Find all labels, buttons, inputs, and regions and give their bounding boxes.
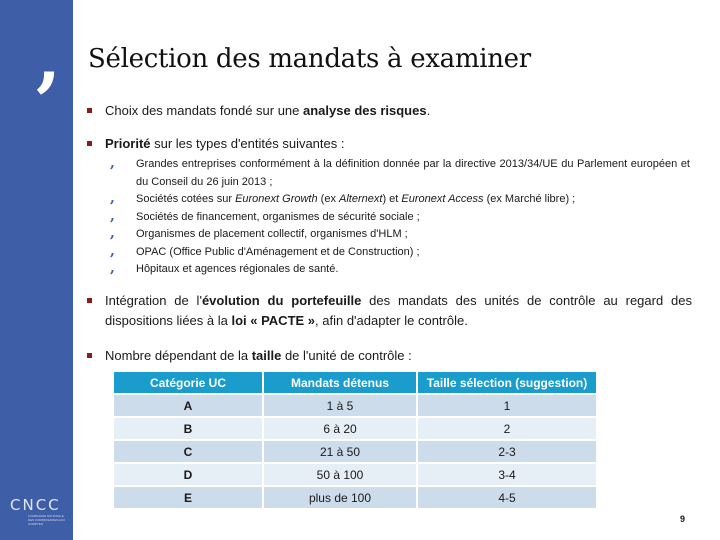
comma-bullet-icon: , — [110, 225, 115, 241]
entity-types-list — [110, 156, 690, 279]
list-item: , Sociétés de financement, organismes de sécurité sociale ; — [110, 207, 420, 224]
table-row: C 21 à 50 2-3 — [114, 441, 596, 464]
page-title: Sélection des mandats à examiner — [88, 44, 531, 74]
comma-bullet-icon: , — [110, 155, 115, 171]
table-row: A 1 à 5 1 — [114, 395, 596, 418]
bullet-priority: Priorité sur les types d'entités suivantes : — [87, 134, 692, 154]
table-row: D 50 à 100 3-4 — [114, 464, 596, 487]
list-item: , Hôpitaux et agences régionales de santé. — [110, 260, 339, 276]
comma-bullet-icon: , — [110, 260, 115, 276]
comma-bullet-icon: , — [110, 207, 115, 224]
list-item: , Grandes entreprises conformément à la définition donnée par la directive 2013/34/UE du Parlement européen et du Conseil du 26 juin 2013 ; — [110, 155, 690, 188]
table-row: E plus de 100 4-5 — [114, 487, 596, 510]
bullet-square-icon — [87, 353, 92, 358]
table-header-row — [114, 372, 596, 395]
list-item: , Sociétés cotées sur Euronext Growth (ex Alternext) et Euronext Access (ex Marché libre) ; — [110, 190, 576, 206]
page-number: 9 — [680, 514, 686, 524]
comma-bullet-icon: , — [110, 190, 115, 206]
bullet-square-icon — [87, 108, 92, 113]
list-item: , OPAC (Office Public d'Aménagement et de Construction) ; — [110, 242, 420, 259]
bullet-square-icon — [87, 298, 92, 303]
selection-size-table — [112, 372, 598, 510]
cncc-logo — [10, 496, 66, 526]
sidebar-band — [0, 0, 73, 540]
bullet-portfolio-evolution: Intégration de l'évolution du portefeuille des mandats des unités de contrôle au regard des dispositions liées à la loi « PACTE », afin d'adapter le contrôle. — [87, 291, 692, 331]
header-mandates: Mandats détenus — [264, 372, 416, 395]
logo-subtext: COMPAGNIE NATIONALE DES COMMISSAIRES AUX COMPTES — [28, 514, 66, 526]
logo-text: CNCC — [10, 496, 61, 514]
bullet-risk-analysis: Choix des mandats fondé sur une analyse des risques. — [87, 101, 692, 121]
bullet-size: Nombre dépendant de la taille de l'unité de contrôle : — [87, 346, 692, 366]
bullet-square-icon — [87, 141, 92, 146]
header-category: Catégorie UC — [114, 372, 262, 395]
header-selection-size: Taille sélection (suggestion) — [418, 372, 596, 395]
table-row: B 6 à 20 2 — [114, 418, 596, 441]
comma-bullet-icon: , — [110, 242, 115, 259]
comma-logo-icon: , — [36, 15, 62, 100]
list-item: , Organismes de placement collectif, organismes d'HLM ; — [110, 225, 408, 241]
